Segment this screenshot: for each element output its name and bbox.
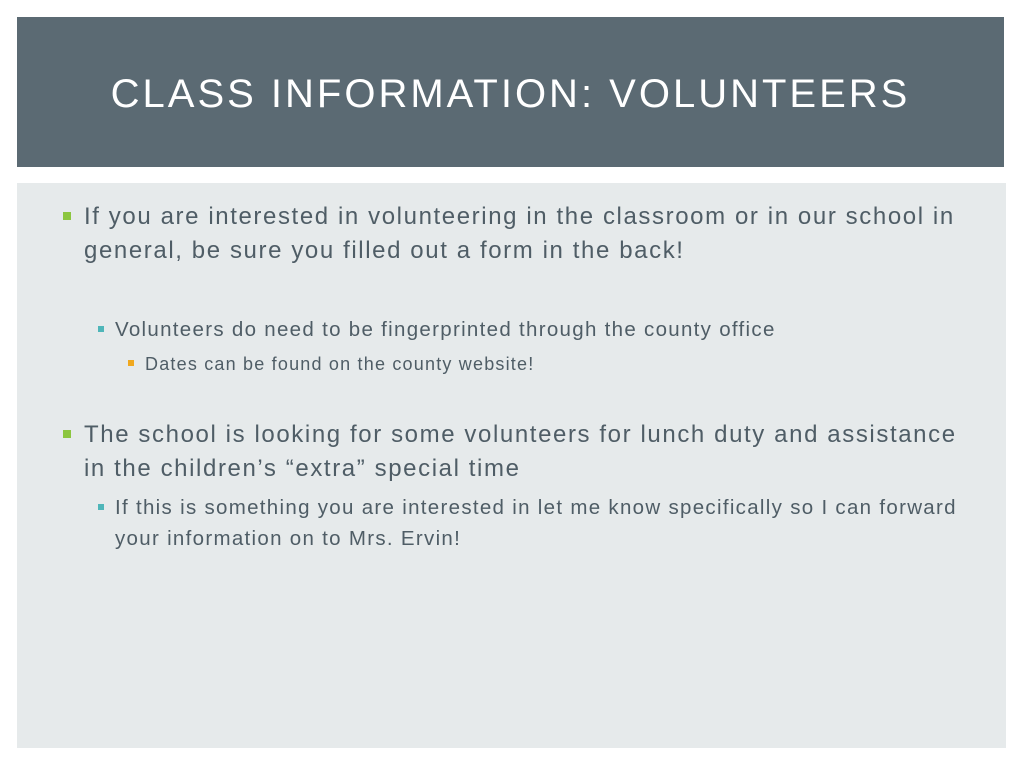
bullet-text: If you are interested in volunteering in the classroom or in our school in general, be sure you filled out a form in the back! <box>84 203 955 264</box>
bullet-level-2 <box>115 492 995 554</box>
green-square-bullet-icon <box>63 212 71 220</box>
orange-square-bullet-icon <box>128 360 134 366</box>
bullet-level-2 <box>115 314 995 345</box>
teal-square-bullet-icon <box>98 504 104 510</box>
green-square-bullet-icon <box>63 430 71 438</box>
bullet-level-3 <box>145 351 985 377</box>
content-area <box>17 183 1006 748</box>
bullet-text: Dates can be found on the county website! <box>145 354 535 374</box>
bullet-level-1 <box>84 200 984 268</box>
bullet-text: The school is looking for some volunteers for lunch duty and assistance in the children’s “extra” special time <box>84 421 957 482</box>
bullet-level-1 <box>84 418 964 486</box>
slide-title: CLASS INFORMATION: VOLUNTEERS <box>110 71 911 116</box>
title-bar <box>17 17 1004 167</box>
bullet-text: If this is something you are interested in let me know specifically so I can forward your information on to Mrs. Ervin! <box>115 496 957 550</box>
bullet-text: Volunteers do need to be fingerprinted through the county office <box>115 318 776 341</box>
teal-square-bullet-icon <box>98 326 104 332</box>
